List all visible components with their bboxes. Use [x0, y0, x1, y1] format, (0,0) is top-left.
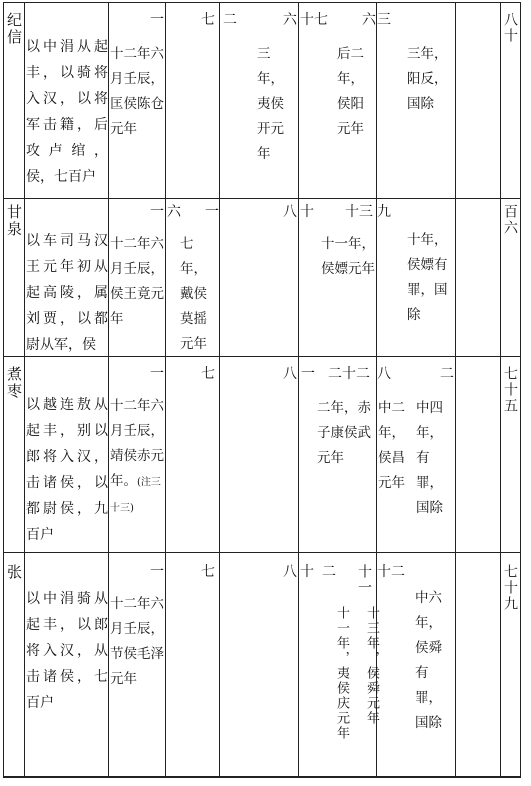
col-divider — [455, 2, 456, 777]
annotation-note: (注三十三) — [110, 477, 161, 514]
col6-number: 九 — [377, 204, 391, 220]
col5-number: 十 — [300, 564, 314, 580]
enfeoff-date: 十二年六月壬辰，匡侯陈仓元年 — [110, 46, 164, 137]
col-divider — [108, 2, 109, 777]
col4-number: 八 — [283, 564, 297, 580]
col5-number: 十 — [300, 204, 314, 220]
col3-number: 六 — [167, 204, 181, 220]
col3-number-b: 一 — [205, 204, 219, 220]
bottom-border — [3, 776, 521, 778]
col5-number-b: 十三 — [345, 204, 373, 220]
rank-number: 七十九 — [502, 564, 518, 612]
col-divider — [3, 2, 4, 777]
col6-text-b: 中四年，有罪，国除 — [416, 400, 443, 516]
col6-number-b: 二 — [440, 366, 454, 382]
col-divider — [24, 2, 25, 777]
date-number: 一 — [150, 366, 164, 382]
col6-number: 十二 — [377, 564, 405, 580]
col6-number: 八 — [377, 366, 391, 382]
date-number: 一 — [150, 204, 164, 220]
enfeoff-date: 十二年六月壬辰，侯王竟元年 — [110, 236, 164, 327]
date-number: 一 — [150, 564, 164, 580]
row-name: 煮枣 — [5, 366, 23, 400]
top-border — [3, 2, 521, 3]
row-divider — [3, 198, 521, 199]
col5-text: 十一年，侯嫖元年 — [321, 236, 375, 277]
col3-number: 七 — [201, 12, 215, 28]
rank-number: 七十五 — [502, 366, 518, 414]
col5-number: 十七 — [300, 12, 328, 28]
rank-number: 百六 — [502, 204, 518, 236]
col-divider — [298, 2, 299, 777]
col5-number: 一 — [301, 366, 315, 382]
col3-number: 七 — [201, 366, 215, 382]
col-divider — [520, 2, 521, 777]
col4-text: 三年，夷侯开元年 — [257, 46, 284, 162]
col4-number: 八 — [283, 204, 297, 220]
col5-number-c: 十一 — [356, 564, 372, 596]
col4-number: 八 — [283, 366, 297, 382]
col5-text-a: 十一年，夷侯庆元年 — [334, 606, 349, 741]
col5-number-b: 六 — [362, 12, 376, 28]
col6-text-a: 中二年，侯昌元年 — [378, 400, 405, 491]
date-number: 一 — [150, 12, 164, 28]
row-name: 纪信 — [5, 12, 23, 46]
col-divider — [219, 2, 220, 777]
rank-number: 八十 — [502, 12, 518, 44]
col6-number: 三 — [377, 12, 391, 28]
row-merit: 以越连敖从起丰，别以郎将入汉，击诸侯，以都尉侯，九百户 — [26, 397, 108, 543]
col6-text: 十年，侯嫖有罪，国除 — [407, 232, 448, 323]
col3-number: 七 — [201, 564, 215, 580]
col5-number-b: 二十二 — [328, 366, 370, 382]
row-merit: 以车司马汉王元年初从起高陵，属刘贾，以都尉从军，侯 — [26, 233, 108, 353]
row-name: 张 — [5, 564, 23, 581]
enfeoff-date — [110, 394, 166, 521]
col5-text: 二年，赤子康侯武元年 — [317, 400, 371, 466]
col5-text: 后二年，侯阳元年 — [337, 46, 364, 137]
col3-text: 七年，戴侯莫摇元年 — [180, 236, 207, 352]
row-merit: 以中涓从起丰，以骑将入汉，以将军击籍，后攻卢绾，侯，七百户 — [26, 39, 108, 185]
col5-number-b: 二 — [322, 564, 336, 580]
enfeoff-date-text: 十二年六月壬辰，靖侯赤元年。 — [110, 398, 164, 489]
col6-text: 中六年，侯舜有罪，国除 — [415, 590, 442, 731]
row-name: 甘泉 — [5, 204, 23, 238]
col6-text: 三年，阳反，国除 — [407, 46, 448, 112]
col4-number: 二 — [223, 12, 237, 28]
col5-text-b: 十三年，侯舜元年 — [364, 606, 379, 726]
enfeoff-date: 十二年六月壬辰，节侯毛泽元年 — [110, 596, 164, 687]
row-divider — [3, 552, 521, 553]
col4-number-b: 六 — [283, 12, 297, 28]
row-merit: 以中涓骑从起丰，以郎将入汉，从击诸侯，七百户 — [26, 591, 108, 711]
